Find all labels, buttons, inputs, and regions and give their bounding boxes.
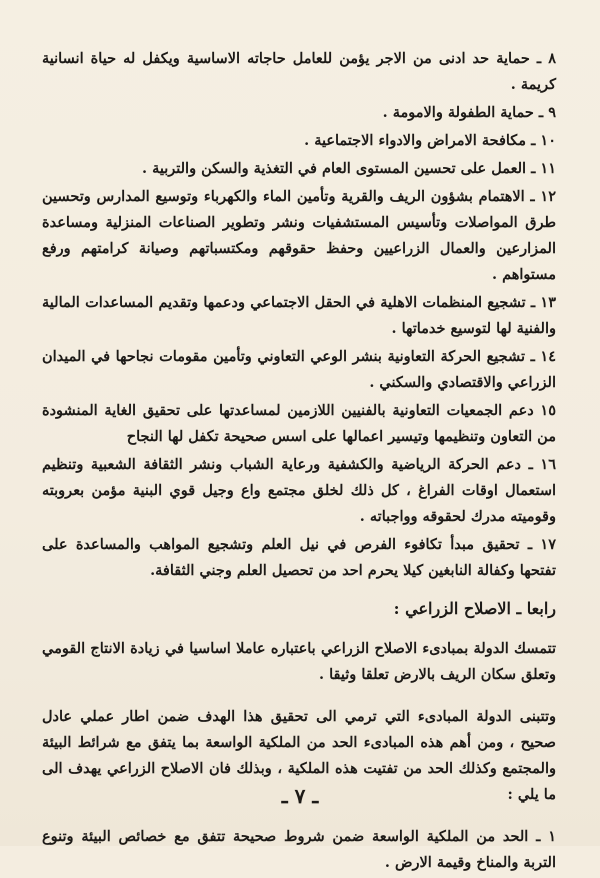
intro-paragraph: تتمسك الدولة بمبادىء الاصلاح الزراعي باعتباره عاملا اساسيا في زيادة الانتاج القومي وتعلق سكان الريف بالارض تعلقا وثيقا . [42,640,556,683]
item-9: ٩ ـ حماية الطفولة والامومة . [382,104,556,121]
page-body [42,46,556,878]
item-14: ١٤ ـ تشجيع الحركة التعاونية بنشر الوعي التعاوني وتأمين مقومات نجاحها في الميدان الزراعي والاقتصادي والسكني . [42,348,556,391]
page-number: ـ ٧ ـ [281,784,319,808]
principles-paragraph: وتتبنى الدولة المبادىء التي ترمي الى تحقيق هذا الهدف ضمن اطار عملي عادل صحيح ، ومن أهم هذه المبادىء الحد من الملكية الواسعة بما يتفق مع شرائط البيئة والمجتمع وكذلك الحد من تفتيت هذه الملكية ، وبذلك فان الاصلاح الزراعي يهدف الى ما يلي : [42,708,556,803]
item-13: ١٣ ـ تشجيع المنظمات الاهلية في الحقل الاجتماعي ودعمها وتقديم المساعدات المالية والفنية لها لتوسيع خدماتها . [42,294,556,337]
paragraph-spacer [42,810,556,824]
item-11: ١١ ـ العمل على تحسين المستوى العام في التغذية والسكن والتربية . [141,160,556,177]
section-heading: رابعا ـ الاصلاح الزراعي : [393,599,556,618]
item-8: ٨ ـ حماية حد ادنى من الاجر يؤمن للعامل حاجاته الاساسية ويكفل له حياة انسانية كريمة . [42,50,556,93]
item-12: ١٢ ـ الاهتمام بشؤون الريف والقرية وتأمين الماء والكهرباء وتوسيع المدارس وتحسين طرق المواصلات وتأسيس المستشفيات ونشر وتطوير الصناعات المنزلية ومساعدة المزارعين والعمال الزراعيين وحفظ حقوقهم ومكتسباتهم وصيانة كرامتهم ورفع مستواهم . [42,188,556,283]
item-15: ١٥ دعم الجمعيات التعاونية بالفنيين اللازمين لمساعدتها على تحقيق الغاية المنشودة من التعاون وتنظيمها وتيسير اعمالها على اسس صحيحة تكفل لها النجاح [42,402,556,445]
paragraph-spacer [42,690,556,704]
item-10: ١٠ ـ مكافحة الامراض والادواء الاجتماعية . [304,132,556,149]
reform-item-1: ١ ـ الحد من الملكية الواسعة ضمن شروط صحيحة تتفق مع خصائص البيئة وتنوع التربة والمناخ وقيمة الارض . [42,828,556,871]
item-17: ١٧ ـ تحقيق مبدأ تكافوء الفرص في نيل العلم وتشجيع المواهب والمساعدة على تفتحها وكفالة النابغين كيلا يحرم احد من تحصيل العلم وجني الثقافة. [42,536,556,579]
item-16: ١٦ ـ دعم الحركة الرياضية والكشفية ورعاية الشباب ونشر الثقافة الشعبية وتنظيم استعمال اوقات الفراغ ، كل ذلك لخلق مجتمع واع وجيل قوي البنية مؤمن بعروبته وقوميته مدرك لحقوقه وواجباته . [42,456,556,525]
